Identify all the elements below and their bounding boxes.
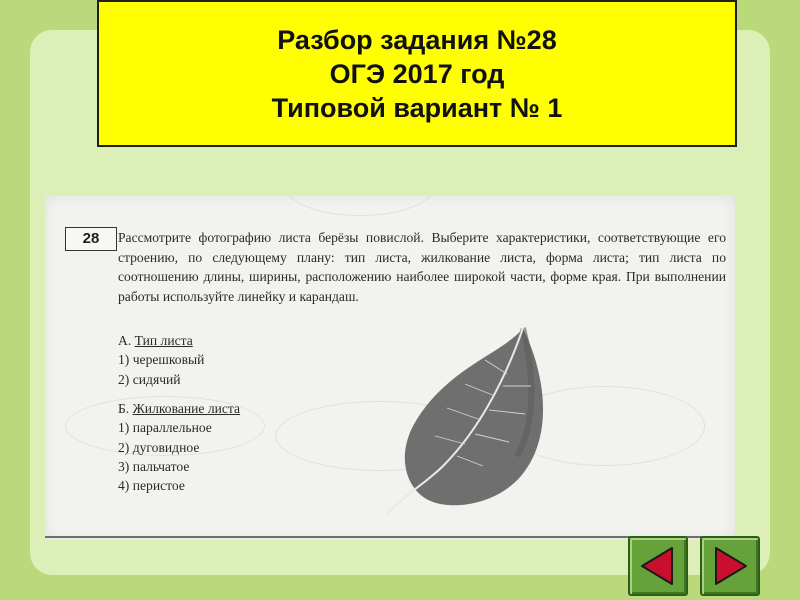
option-a-1: 1) черешковый [118, 352, 205, 368]
section-a-title: Тип листа [134, 333, 193, 348]
next-slide-button[interactable] [700, 536, 760, 596]
section-b [118, 399, 240, 495]
bleedthrough-shape [285, 196, 435, 216]
title-line-1: Разбор задания №28 [277, 24, 557, 55]
triangle-left-icon [636, 544, 680, 588]
title-line-2: ОГЭ 2017 год [329, 58, 505, 89]
option-b-2: 2) дуговидное [118, 439, 200, 455]
task-question: Рассмотрите фотографию листа берёзы повислой. Выберите характеристики, соответствующие его строению, по следующему плану: тип листа, жилкование листа, форма листа; тип листа по соотношению длины, ширины, расположению наиболее широкой части, форме края. При выполнении работы используйте линейку и карандаш. [118, 230, 726, 304]
previous-slide-button[interactable] [628, 536, 688, 596]
section-a-letter: А. [118, 333, 132, 348]
section-b-letter: Б. [118, 401, 130, 416]
option-b-3: 3) пальчатое [118, 458, 190, 474]
slide-title-box [97, 0, 737, 147]
title-line-3: Типовой вариант № 1 [271, 92, 563, 123]
option-b-1: 1) параллельное [118, 420, 212, 436]
option-b-4: 4) перистое [118, 478, 185, 494]
option-a-2: 2) сидячий [118, 371, 181, 387]
triangle-right-icon [708, 544, 752, 588]
task-number: 28 [65, 227, 117, 251]
section-a [118, 331, 204, 389]
section-b-title: Жилкование листа [132, 401, 241, 416]
birch-leaf-image [385, 316, 575, 516]
task-scan [45, 196, 735, 540]
